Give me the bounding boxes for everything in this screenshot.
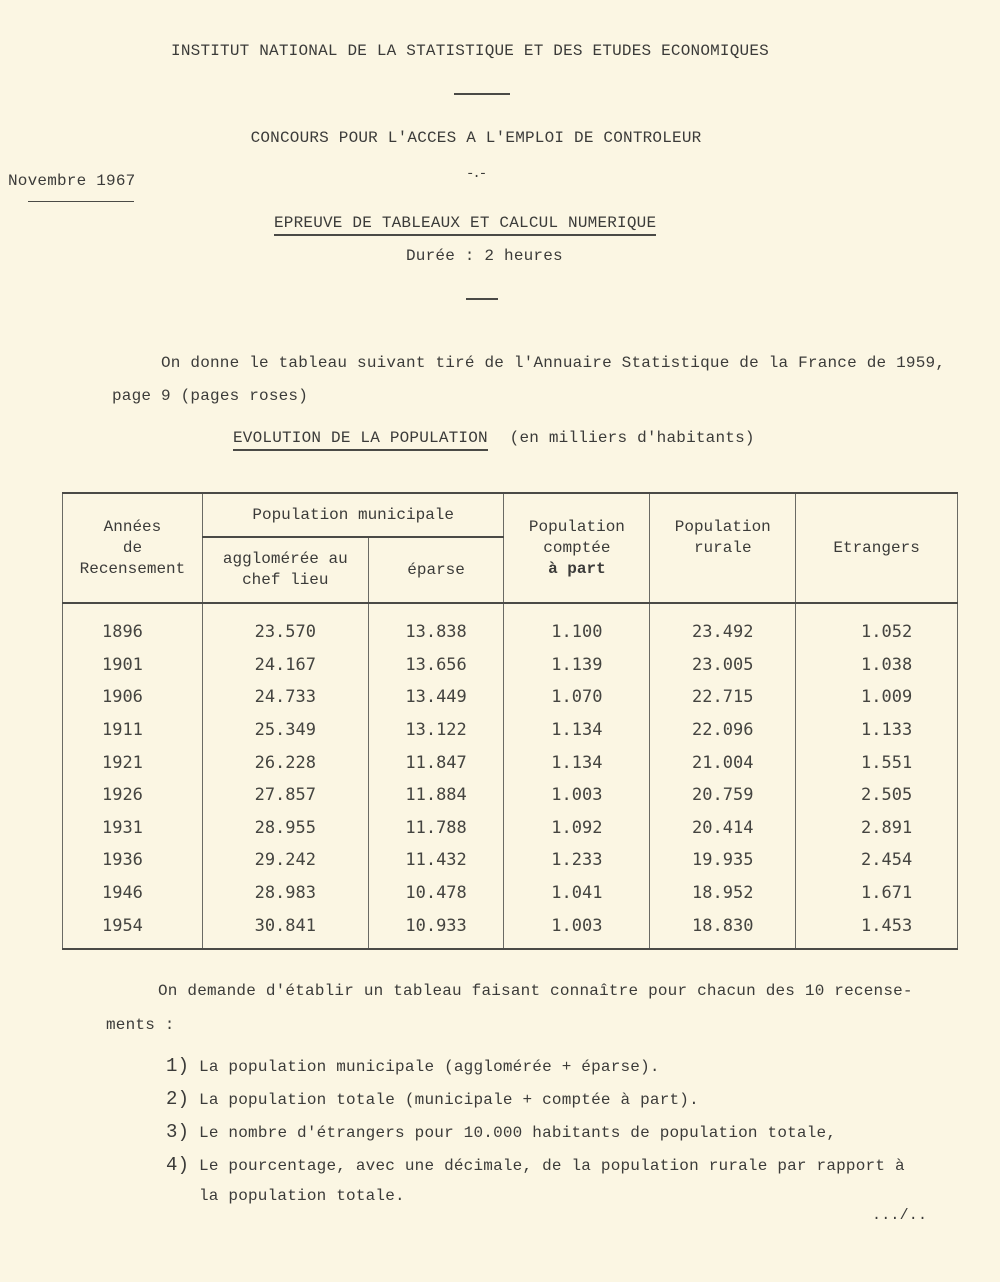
list-item-number: 4) (166, 1154, 190, 1176)
cell-etrangers: 1.671 (796, 877, 958, 910)
list-item-text: Le nombre d'étrangers pour 10.000 habitants de population totale, (199, 1124, 837, 1142)
cell-etrangers: 1.009 (796, 681, 958, 714)
header-agglomerated-line: agglomérée au (222, 550, 348, 568)
header-years (63, 493, 203, 603)
table-row (63, 812, 958, 845)
list-item-number: 1) (166, 1055, 190, 1077)
header-agglomerated (202, 537, 368, 603)
cell-comptee: 1.003 (504, 909, 650, 949)
cell-year: 1906 (63, 681, 203, 714)
cell-year: 1954 (63, 909, 203, 949)
cell-agglomeree: 26.228 (202, 746, 368, 779)
cell-year: 1896 (63, 603, 203, 649)
cell-comptee: 1.134 (504, 714, 650, 747)
heading-divider (454, 93, 510, 95)
cell-comptee: 1.003 (504, 779, 650, 812)
cell-agglomeree: 28.983 (202, 877, 368, 910)
header-rural (650, 493, 796, 603)
list-item (166, 1121, 836, 1143)
list-item-continuation: la population totale. (199, 1187, 405, 1205)
cell-rurale: 21.004 (650, 746, 796, 779)
table-row (63, 603, 958, 649)
cell-rurale: 20.414 (650, 812, 796, 845)
cell-etrangers: 2.505 (796, 779, 958, 812)
cell-eparse: 13.449 (368, 681, 504, 714)
cell-eparse: 11.847 (368, 746, 504, 779)
cell-comptee: 1.139 (504, 649, 650, 682)
cell-eparse: 13.838 (368, 603, 504, 649)
cell-comptee: 1.092 (504, 812, 650, 845)
cell-comptee: 1.041 (504, 877, 650, 910)
cell-eparse: 10.933 (368, 909, 504, 949)
cell-etrangers: 1.133 (796, 714, 958, 747)
header-municipal: Population municipale (202, 493, 504, 537)
table-row (63, 844, 958, 877)
cell-eparse: 11.788 (368, 812, 504, 845)
header-years-line: de (122, 538, 143, 557)
cell-year: 1926 (63, 779, 203, 812)
duration-divider (466, 298, 498, 300)
cell-agglomeree: 30.841 (202, 909, 368, 949)
cell-agglomeree: 29.242 (202, 844, 368, 877)
list-item-text: Le pourcentage, avec une décimale, de la population rurale par rapport à (199, 1157, 905, 1175)
cell-eparse: 11.884 (368, 779, 504, 812)
cell-etrangers: 1.038 (796, 649, 958, 682)
list-item-number: 2) (166, 1088, 190, 1110)
separator-mark: -.- (466, 166, 486, 182)
header-rural-line: Population (674, 518, 771, 536)
cell-eparse: 13.122 (368, 714, 504, 747)
header-foreigners: Etrangers (796, 493, 958, 603)
table-row (63, 877, 958, 910)
list-item (166, 1154, 905, 1176)
cell-year: 1936 (63, 844, 203, 877)
population-table (62, 492, 958, 950)
cell-year: 1911 (63, 714, 203, 747)
cell-rurale: 23.005 (650, 649, 796, 682)
cell-rurale: 18.830 (650, 909, 796, 949)
header-counted-line: comptée (543, 538, 611, 557)
header-counted-line: Population (528, 517, 625, 536)
table-title: EVOLUTION DE LA POPULATION (233, 429, 488, 451)
cell-etrangers: 2.454 (796, 844, 958, 877)
header-agglomerated-line: chef lieu (242, 571, 329, 589)
cell-rurale: 22.096 (650, 714, 796, 747)
cell-agglomeree: 27.857 (202, 779, 368, 812)
header-counted-line: à part (548, 559, 606, 578)
cell-rurale: 20.759 (650, 779, 796, 812)
cell-comptee: 1.100 (504, 603, 650, 649)
contest-heading: CONCOURS POUR L'ACCES A L'EMPLOI DE CONTROLEUR (250, 129, 702, 147)
header-counted-apart (504, 493, 650, 603)
question-line-1: On demande d'établir un tableau faisant connaître pour chacun des 10 recense- (158, 982, 913, 1000)
date-underline (28, 201, 134, 202)
table-row (63, 714, 958, 747)
cell-year: 1946 (63, 877, 203, 910)
intro-line-1: On donne le tableau suivant tiré de l'Annuaire Statistique de la France de 1959, (161, 354, 946, 372)
cell-rurale: 23.492 (650, 603, 796, 649)
list-item (166, 1055, 660, 1077)
exam-date: Novembre 1967 (8, 172, 136, 190)
cell-agglomeree: 23.570 (202, 603, 368, 649)
question-line-2: ments : (106, 1016, 175, 1034)
header-years-line: Années (103, 517, 162, 536)
cell-etrangers: 1.052 (796, 603, 958, 649)
list-item-text: La population totale (municipale + comptée à part). (199, 1091, 699, 1109)
cell-rurale: 22.715 (650, 681, 796, 714)
header-years-line: Recensement (79, 559, 186, 578)
table-row (63, 909, 958, 949)
cell-year: 1901 (63, 649, 203, 682)
cell-comptee: 1.070 (504, 681, 650, 714)
intro-line-2: page 9 (pages roses) (112, 387, 309, 405)
list-item-text: La population municipale (agglomérée + éparse). (199, 1058, 660, 1076)
cell-comptee: 1.134 (504, 746, 650, 779)
cell-agglomeree: 24.733 (202, 681, 368, 714)
cell-eparse: 11.432 (368, 844, 504, 877)
cell-etrangers: 1.551 (796, 746, 958, 779)
table-row (63, 681, 958, 714)
table-row (63, 746, 958, 779)
continuation-mark: .../.. (872, 1207, 928, 1224)
cell-year: 1921 (63, 746, 203, 779)
table-row (63, 649, 958, 682)
cell-agglomeree: 25.349 (202, 714, 368, 747)
exam-duration: Durée : 2 heures (406, 247, 563, 265)
list-item (166, 1088, 699, 1110)
cell-agglomeree: 24.167 (202, 649, 368, 682)
cell-eparse: 10.478 (368, 877, 504, 910)
table-unit: (en milliers d'habitants) (509, 429, 755, 447)
institute-heading: INSTITUT NATIONAL DE LA STATISTIQUE ET DES ETUDES ECONOMIQUES (171, 42, 769, 60)
header-scattered: éparse (368, 537, 504, 603)
cell-etrangers: 2.891 (796, 812, 958, 845)
table-row (63, 779, 958, 812)
cell-eparse: 13.656 (368, 649, 504, 682)
cell-etrangers: 1.453 (796, 909, 958, 949)
list-item-number: 3) (166, 1121, 190, 1143)
cell-rurale: 19.935 (650, 844, 796, 877)
exam-title: EPREUVE DE TABLEAUX ET CALCUL NUMERIQUE (274, 214, 656, 236)
header-rural-line: rurale (693, 539, 752, 557)
cell-year: 1931 (63, 812, 203, 845)
cell-rurale: 18.952 (650, 877, 796, 910)
cell-agglomeree: 28.955 (202, 812, 368, 845)
cell-comptee: 1.233 (504, 844, 650, 877)
